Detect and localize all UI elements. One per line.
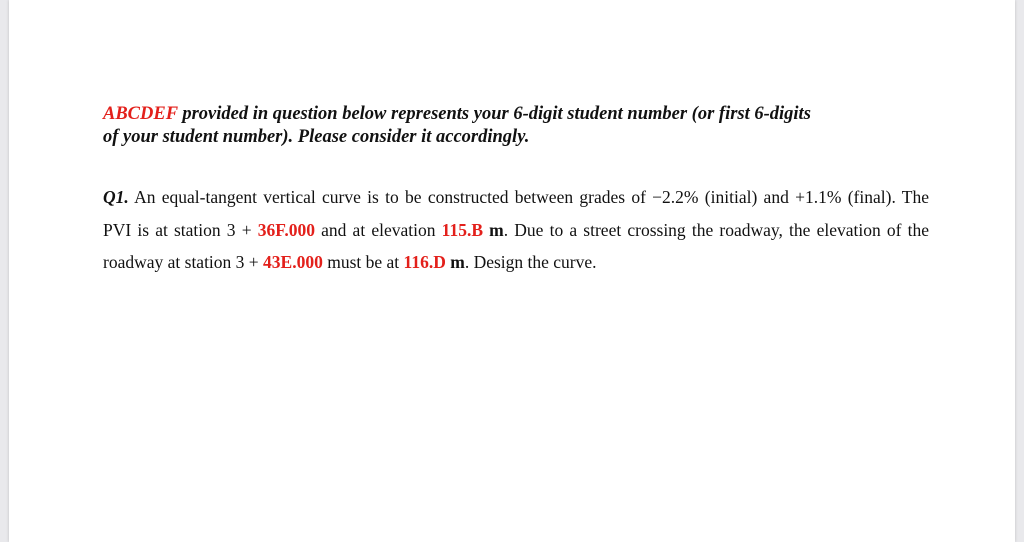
question-text-2: and at elevation (314, 219, 442, 240)
pvi-elevation-unit: m (483, 219, 504, 240)
instruction-text-line2: of your student number). Please consider it accordingly. (103, 127, 530, 147)
crossing-station-value: 43E.000 (263, 252, 323, 272)
student-number-placeholder: ABCDEF (103, 104, 178, 124)
document-page (9, 0, 1015, 542)
question-text-4: must be at (322, 252, 404, 272)
question-label: Q1. (103, 187, 129, 207)
question-text-1: An equal-tangent vertical curve is to be constructed between grades of −2.2% (initial) and +1.1% (final). The PVI is at station 3 + (103, 187, 929, 240)
question-text-5: . Design the curve. (464, 252, 597, 272)
crossing-elevation-value: 116.D (403, 252, 446, 272)
pvi-elevation-value: 115.B (441, 219, 483, 240)
pvi-station-value: 36F.000 (257, 219, 315, 240)
instruction-text-line1: provided in question below represents your 6-digit student number (or first 6-digits (177, 104, 811, 124)
instruction-paragraph (103, 103, 929, 149)
crossing-elevation-unit: m (445, 252, 465, 272)
question-text-3: . Due to a street crossing the roadway, the elevation of the roadway at station 3 + (103, 219, 929, 272)
question-paragraph (103, 181, 929, 279)
